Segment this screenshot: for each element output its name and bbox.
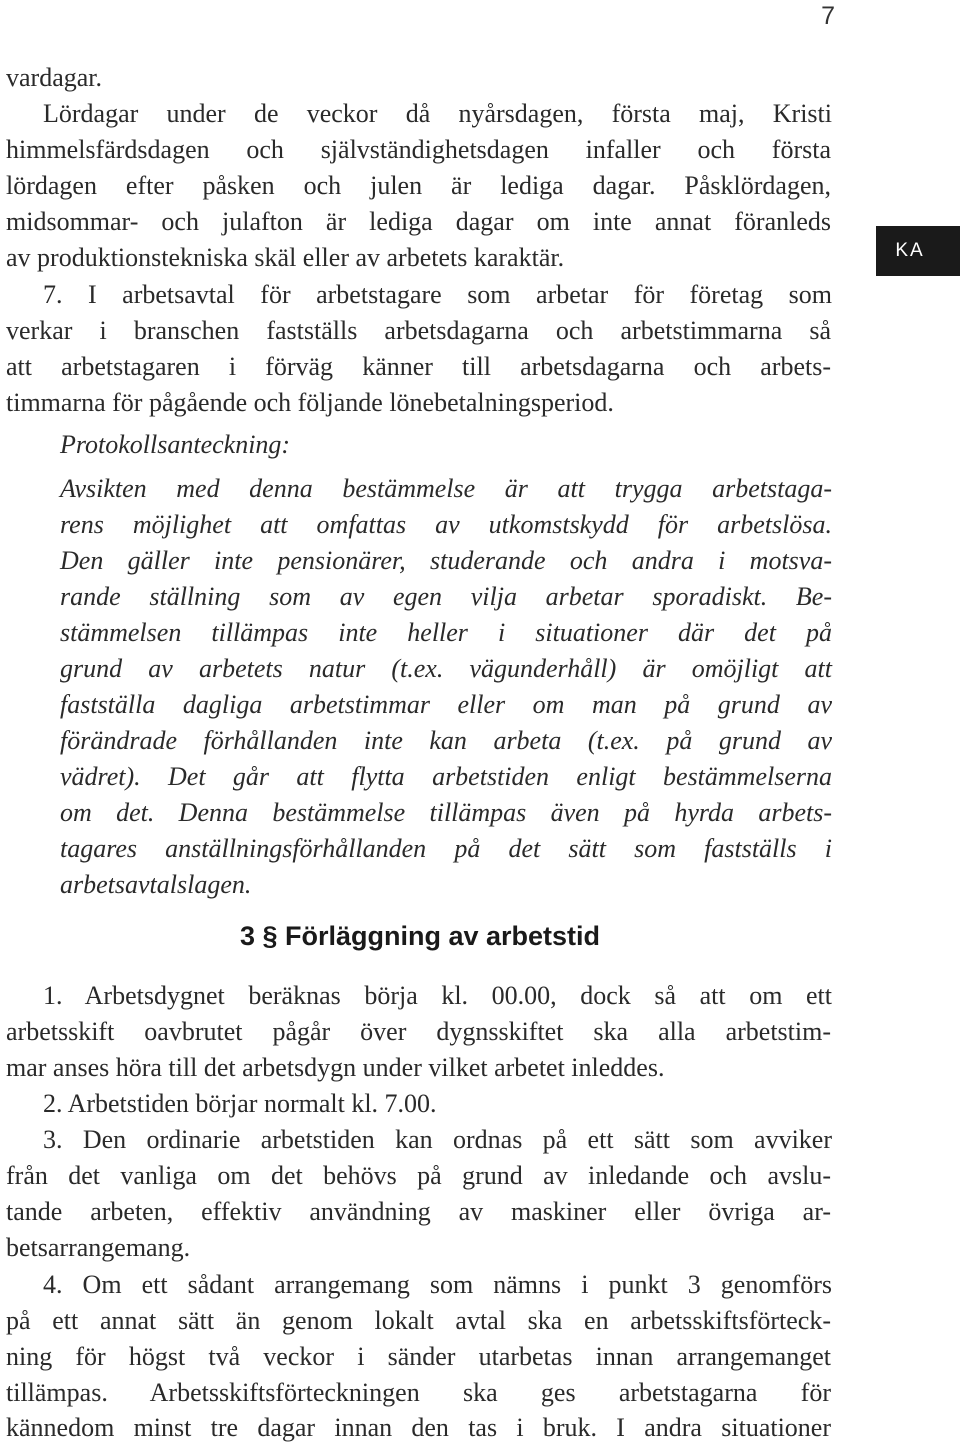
note-line: om det. Denna bestämmelse tillämpas även på hyrda arbets- [60, 798, 832, 827]
text-line: timmarna för pågående och följande lönebetalningsperiod. [6, 388, 614, 417]
text-line: 1. Arbetsdygnet beräknas börja kl. 00.00, dock så att om ett [43, 981, 832, 1010]
text-line: kännedom minst tre dagar innan den tas i bruk. I andra situationer [6, 1413, 831, 1442]
text-line: verkar i branschen fastställs arbetsdagarna och arbetstimmarna så [6, 316, 831, 345]
section-heading: 3 § Förläggning av arbetstid [239, 921, 601, 951]
text-line: midsommar- och julafton är lediga dagar om inte annat föranleds [6, 207, 831, 236]
note-line: arbetsavtalslagen. [60, 870, 252, 899]
page-number: 7 [821, 2, 835, 30]
text-line: Lördagar under de veckor då nyårsdagen, första maj, Kristi [43, 99, 832, 128]
note-line: vädret). Det går att flytta arbetstiden enligt bestämmelserna [60, 762, 832, 791]
section-tab-ka: KA [876, 226, 960, 276]
text-line: 2. Arbetstiden börjar normalt kl. 7.00. [43, 1089, 437, 1118]
note-line: tagares anställningsförhållanden på det sätt som fastställs i [60, 834, 832, 863]
text-line: 7. I arbetsavtal för arbetstagare som arbetar för företag som [43, 280, 832, 309]
note-line: förändrade förhållanden inte kan arbeta (t.ex. på grund av [60, 726, 832, 755]
text-line: mar anses höra till det arbetsdygn under vilket arbetet inleddes. [6, 1053, 665, 1082]
text-line: ning för högst två veckor i sänder utarbetas innan arrangemanget [6, 1342, 831, 1371]
note-line: rande ställning som av egen vilja arbetar sporadiskt. Be- [60, 582, 832, 611]
text-line: betsarrangemang. [6, 1233, 191, 1262]
note-line: rens möjlighet att omfattas av utkomstskydd för arbetslösa. [60, 510, 832, 539]
text-line: vardagar. [6, 63, 103, 92]
note-line: fastställa dagliga arbetstimmar eller om man på grund av [60, 690, 832, 719]
text-line: tillämpas. Arbetsskiftsförteckningen ska ges arbetstagarna för [6, 1378, 831, 1407]
note-heading: Protokollsanteckning: [60, 430, 291, 459]
note-line: grund av arbetets natur (t.ex. vägunderhåll) är omöjligt att [60, 654, 832, 683]
note-line: Den gäller inte pensionärer, studerande och andra i motsva- [60, 546, 832, 575]
text-line: 4. Om ett sådant arrangemang som nämns i punkt 3 genomförs [43, 1270, 832, 1299]
text-line: av produktionstekniska skäl eller av arbetets karaktär. [6, 243, 565, 272]
text-line: på ett annat sätt än genom lokalt avtal ska en arbetsskiftsförteck- [6, 1306, 831, 1335]
note-line: Avsikten med denna bestämmelse är att trygga arbetstaga- [60, 474, 832, 503]
text-line: att arbetstagaren i förväg känner till arbetsdagarna och arbets- [6, 352, 831, 381]
text-line: från det vanliga om det behövs på grund av inledande och avslu- [6, 1161, 831, 1190]
text-line: tande arbeten, effektiv användning av maskiner eller övriga ar- [6, 1197, 831, 1226]
note-line: stämmelsen tillämpas inte heller i situationer där det på [60, 618, 832, 647]
text-line: 3. Den ordinarie arbetstiden kan ordnas på ett sätt som avviker [43, 1125, 832, 1154]
text-line: arbetsskift oavbrutet pågår över dygnsskiftet ska alla arbetstim- [6, 1017, 831, 1046]
text-line: himmelsfärdsdagen och självständighetsdagen infaller och första [6, 135, 831, 164]
text-line: lördagen efter påsken och julen är lediga dagar. Påsklördagen, [6, 171, 831, 200]
